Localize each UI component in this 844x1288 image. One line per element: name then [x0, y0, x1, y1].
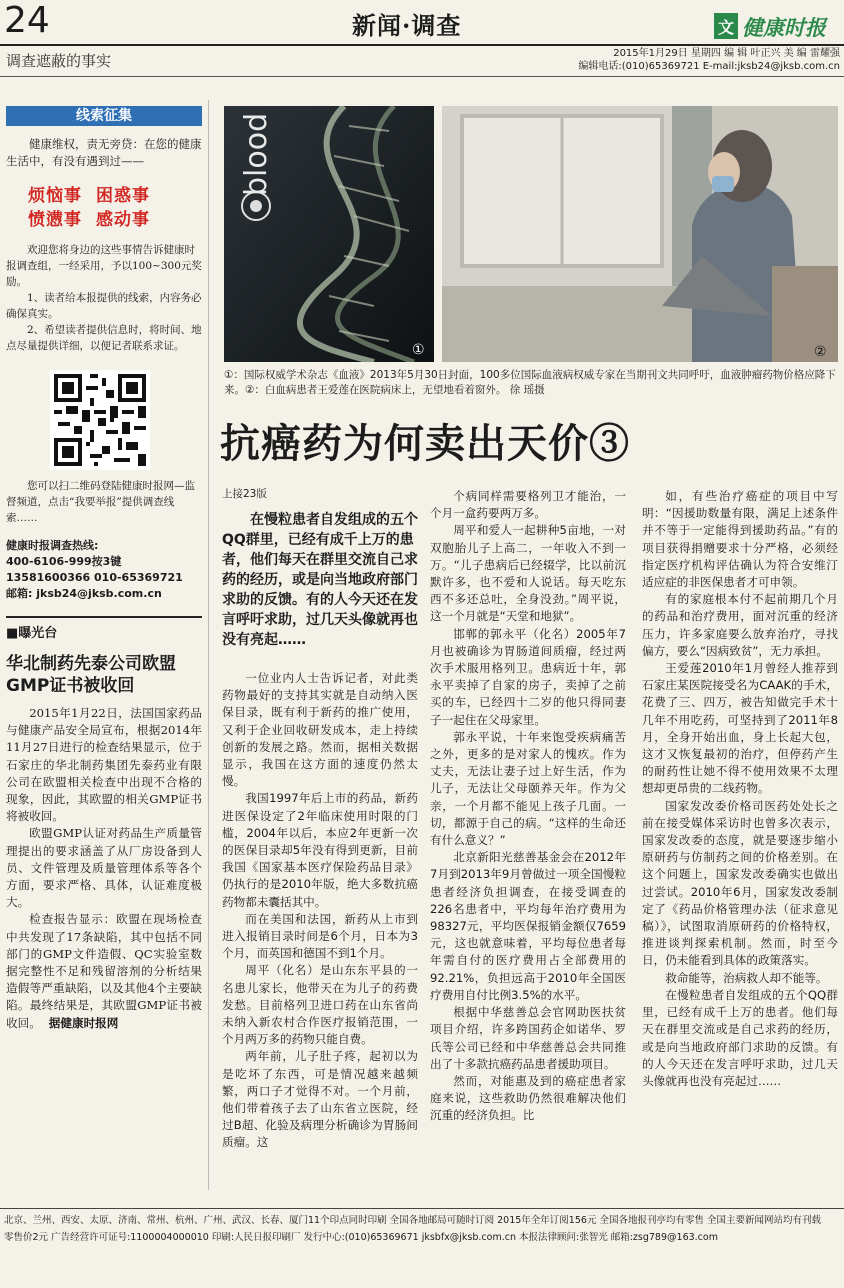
- red-word: 烦恼事: [28, 186, 82, 206]
- article-paragraph: 郭永平说，十年来饱受疾病痛苦之外，更多的是对家人的愧疚。作为丈夫，无法让妻子过上好生活，作为儿子，无法让父母颐养天年。作为父亲，一个月都不能见上孩子几面。一切，都源于自己的病。“这样的生命还有什么意义？”: [430, 729, 626, 848]
- article-column-2: [430, 488, 626, 1125]
- patient-hospital-photo: [442, 106, 838, 362]
- article-paragraph: 个病同样需要格列卫才能治，一个月一盒药要两万多。: [430, 489, 626, 521]
- clue-intro: 健康维权，责无旁贷：在您的健康生活中，有没有遇到过——: [6, 137, 202, 168]
- article-paragraph: 周平和爱人一起耕种5亩地，一对双胞胎儿子上高二，一年收入不到一万。“儿子患病后已经辍学，比以前沉默许多，也不爱和人说话。每天吃东西不多还总吐，全身没劲。”周平说，这一个月就是“天堂和地狱”。: [430, 523, 626, 624]
- header-rule-secondary: [0, 76, 844, 77]
- email-address: 邮箱: jksb24@jksb.com.cn: [6, 587, 162, 600]
- footer: [4, 1212, 842, 1246]
- footer-line: 零售价2元 广告经营许可证号:1100004000010 印刷:人民日报印刷厂 发行中心:(010)65369671 jksbfx@jksb.com.cn 本报法律顾问:张智光 邮箱:zsg789@163.com: [4, 1232, 718, 1243]
- hotline-number: 13581600366 010-65369721: [6, 571, 183, 584]
- blood-journal-cover-photo: [224, 106, 434, 362]
- article-paragraph: 有的家庭根本付不起前期几个月的药品和治疗费用，面对沉重的经济压力，许多家庭要么放弃治疗，寻找偏方，要么“因病致贫”，无力承担。: [642, 592, 838, 658]
- article-paragraph: 然而，对能惠及到的癌症患者家庭来说，这些救助仍然很难解决他们沉重的经济负担。比: [430, 1073, 626, 1123]
- red-word: 感动事: [96, 210, 150, 230]
- news-paragraph: [6, 911, 202, 1031]
- article-paragraph: 北京新阳光慈善基金会在2012年7月到2013年9月曾做过一项全国慢粒患者经济负担调查，在接受调查的226名患者中，平均每年治疗费用为98327元，平均医保报销金额仅7659元，这也就意味着，平均每位患者每年需自付的医疗费用占全部费用的92.21%，负担远高于2010年全国医疗费用自付比例3.5%的水平。: [430, 850, 626, 1002]
- article-paragraph: 两年前，儿子肚子疼，起初以为是吃坏了东西，可是情况越来越频繁，两口子才觉得不对。一个月前，他们带着孩子去了山东省立医院，经过B超、化验及病理分析确诊为胃肠间质瘤。这: [222, 1049, 418, 1150]
- article-paragraph: 救命能等，治病救人却不能等。: [665, 970, 828, 985]
- article-paragraph: 一位业内人士告诉记者，对此类药物最好的支持其实就是自动纳入医保目录，既有利于新药的推广使用，又利于企业回收研发成本，走上持续创新的发展之路。然而，据相关数据显示，我国在这方面的速度仍然太慢。: [222, 671, 418, 789]
- section-title: 新闻·调查: [352, 11, 462, 40]
- page-number: 24: [4, 0, 50, 41]
- red-word: 愤懑事: [28, 210, 82, 230]
- article-paragraph: 而在美国和法国，新药从上市到进入报销目录时间是6个月，日本为3个月，而英国和德国不到1个月。: [222, 911, 418, 961]
- article-column-3: [642, 488, 838, 1090]
- article-paragraph: 国家发改委价格司医药处处长之前在接受媒体采访时也曾多次表示，国家发改委的态度，就是要逐步缩小原研药与仿制药之间的价格差别。在这个问题上，国家发改委确实也做出过尝试。2010年6月，国家发改委制定了《药品价格管理办法（征求意见稿）》，试图取消原研药的价格特权，推进谈判探索机制。然而，时至今日，仍未能看到具体的政策落实。: [642, 798, 838, 968]
- newspaper-logo: [714, 12, 834, 42]
- news-source: 据健康时报网: [48, 1015, 119, 1030]
- headline: 抗癌药为何卖出天价③: [220, 420, 630, 467]
- clue-paragraph: 1、读者给本报提供的线索，内容务必确保真实。: [6, 292, 202, 320]
- article-paragraph: 在慢粒患者自发组成的五个QQ群里，已经有成千上万的患者。他们每天在群里交流或是自己求药的经历，或是向当地政府部门求助的反馈。有的人今天还在发言呼吁求助，过几天头像就再也没有亮起过……: [642, 987, 838, 1088]
- article-column-1: [222, 670, 418, 1152]
- footer-rule: [0, 1208, 844, 1209]
- footer-line: 北京、兰州、西安、太原、济南、常州、杭州、广州、武汉、长春、厦门11个印点同时印刷 全国各地邮局可随时订阅 2015年全年订阅156元 全国各地报刊亭均有零售 全国主要新闻网站均有刊载: [4, 1215, 821, 1226]
- continued-from: 上接23版: [222, 488, 267, 500]
- header-rule: [0, 44, 844, 46]
- news-paragraph: 欧盟GMP认证对药品生产质量管理提出的要求涵盖了从厂房设备到人员、文件管理及质量管理体系等各个方面，要求严格、具体，认证难度极大。: [6, 826, 202, 910]
- journal-title: blood: [239, 112, 274, 196]
- article-paragraph: 周平（化名）是山东东平县的一名患儿家长，他带天在为儿子的药费发愁。目前格列卫进口药在山东省尚未纳入新农村合作医疗报销范围，一个月两万多的药物只能自费。: [222, 963, 418, 1047]
- sidebar-divider: [208, 100, 209, 1190]
- column-name: 调查遮蔽的事实: [6, 52, 112, 70]
- hotline-number: 400-6106-999按3键: [6, 555, 122, 568]
- logo-text: 健康时报: [742, 15, 826, 40]
- article-lead: 在慢粒患者自发组成的五个QQ群里，已经有成千上万的患者，他们每天在群里交流自己求药的经历，或是向当地政府部门求助的反馈。有的人今天还在发言呼吁求助，过几天头像就再也没有亮起……: [222, 512, 418, 648]
- news-title: 华北制药先泰公司欧盟GMP证书被收回: [6, 654, 176, 696]
- sidebar: [6, 106, 202, 1032]
- article-paragraph: 如，有些治疗癌症的项目中写明：“因援助数量有限，满足上述条件并不等于一定能得到援助药品。”有的项目获得捐赠要求十分严格，必须经指定医疗机构评估确认为符合安维汀适应症的非医保患者才可申领。: [642, 489, 838, 590]
- clue-heading: 线索征集: [6, 106, 202, 126]
- photo-caption: ①：国际权威学术杂志《血液》2013年5月30日封面，100多位国际血液病权威专家在当期刊文共同呼吁，血液肿瘤药物价格应降下来。②：白血病患者王爱莲在医院病床上，无望地看着窗外。 徐 瑶摄: [224, 369, 836, 396]
- red-words: [28, 184, 202, 232]
- clue-paragraph: 2、希望读者提供信息时，将时间、地点尽量提供详细，以便记者联系求证。: [6, 324, 202, 352]
- qr-code-icon[interactable]: [50, 370, 150, 470]
- issue-info: 2015年1月29日 星期四 编 辑 叶正兴 美 编 雷耀强: [613, 48, 840, 59]
- photo-marker: ②: [814, 344, 827, 360]
- news-paragraph-text: 检查报告显示：欧盟在现场检查中共发现了17条缺陷，其中包括不同部门的GMP文件造假、QC实验室数据完整性不足和残留溶剂的分析结果造假等严重缺陷，以及其他4个主要缺陷。最终结果是，其欧盟GMP证书被收回。: [6, 912, 202, 1030]
- news-paragraph: 2015年1月22日，法国国家药品与健康产品安全局宣布，根据2014年11月27日进行的检查结果显示，位于石家庄的华北制药集团先泰药业有限公司在欧盟相关检查中出现不合格的现象，因此，其欧盟的相关GMP证书将被收回。: [6, 706, 202, 824]
- article-paragraph: 邯郸的郭永平（化名）2005年7月也被确诊为胃肠道间质瘤，经过两次手术服用格列卫。患病近十年，郭永平卖掉了自家的房子，卖掉了之前买的车，已经四十二岁的他只得同妻子一起住在父母家里。: [430, 626, 626, 727]
- article-paragraph: 我国1997年后上市的药品，新药进医保设定了2年临床使用时限的门槛，2004年以后，本应2年更新一次的医保目录却5年没有得到更新，目前我国《国家基本医疗保险药品目录》仍执行的是2010年版，绝大多数抗癌药物都未囊括其中。: [222, 791, 418, 909]
- article-paragraph: 根据中华慈善总会官网助医扶贫项目介绍，许多跨国药企如诺华、罗氏等公司已经和中华慈善总会共同推出了十多款抗癌药品患者援助项目。: [430, 1005, 626, 1071]
- photo-marker: ①: [412, 342, 425, 358]
- exposure-heading: ■曝光台: [6, 616, 202, 641]
- article-paragraph: 王爱莲2010年1月曾经人推荐到石家庄某医院接受名为CAAK的手术，花费了三、四万，被告知做完手术十几年不用吃药，可坚持到了2011年8月，全身开始出血，身上长起大包，这才又恢复最初的治疗，但停药产生的耐药性让她不得不使用效果不太理想却更昂贵的二线药物。: [642, 661, 838, 796]
- qr-note: 您可以扫二维码登陆健康时报网—监督频道，点击“我要举报”提供调查线索……: [6, 480, 195, 524]
- editor-contact: 编辑电话:(010)65369721 E-mail:jksb24@jksb.com.cn: [578, 61, 840, 72]
- hotline-label: 健康时报调查热线:: [6, 539, 99, 552]
- clue-paragraph: 欢迎您将身边的这些事情告诉健康时报调查组，一经采用，予以100~300元奖励。: [6, 244, 202, 288]
- svg-text:文: 文: [718, 18, 735, 37]
- red-word: 困惑事: [96, 186, 150, 206]
